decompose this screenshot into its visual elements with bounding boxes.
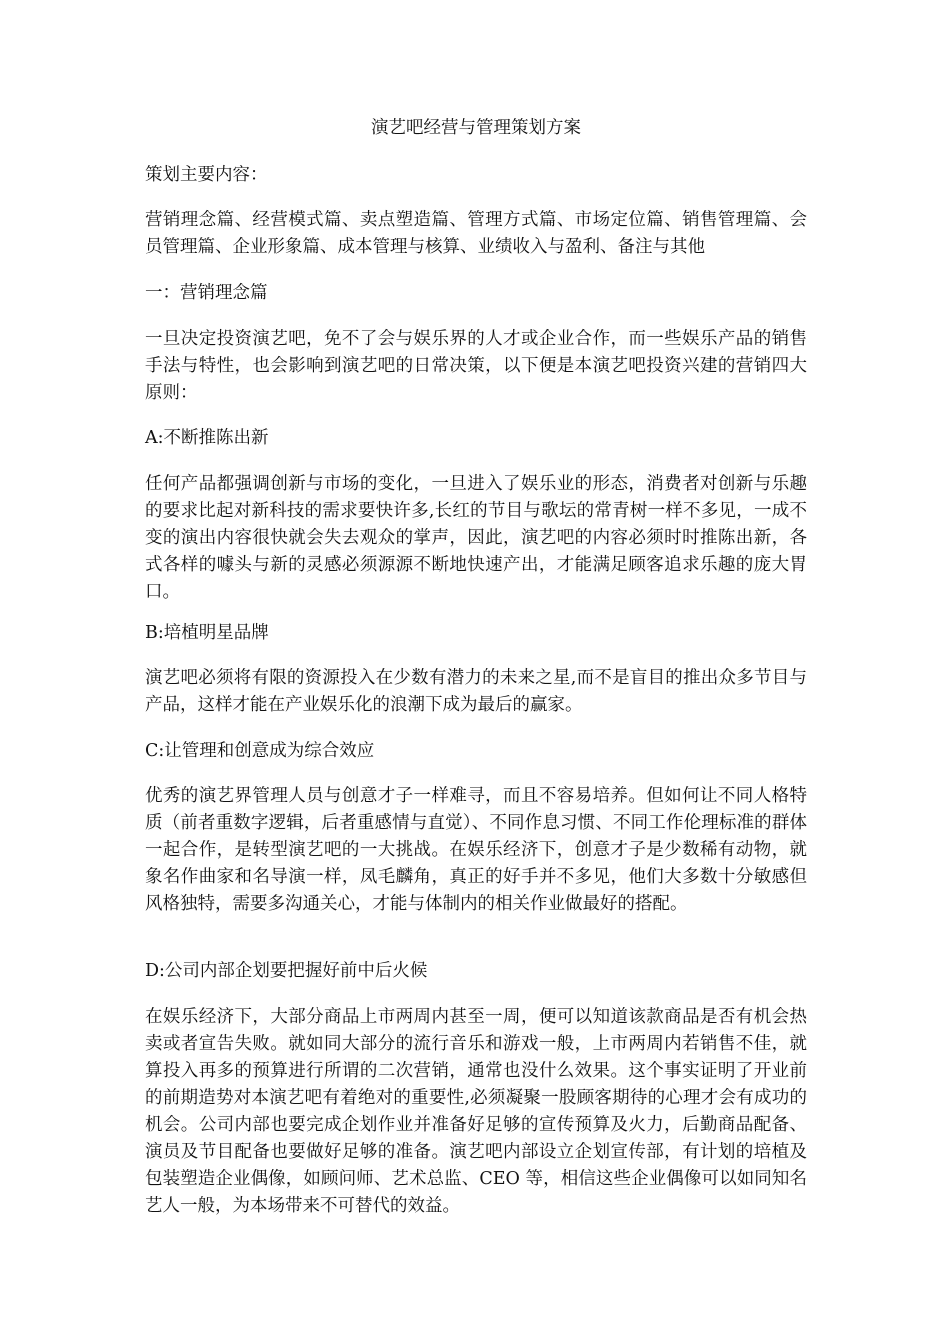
section-intro-paragraph: 一旦决定投资演艺吧，免不了会与娱乐界的人才或企业合作，而一些娱乐产品的销售手法与特性，也会影响到演艺吧的日常决策，以下便是本演艺吧投资兴建的营销四大原则： xyxy=(145,329,807,403)
principle-c-paragraph: 优秀的演艺界管理人员与创意才子一样难寻，而且不容易培养。但如何让不同人格特质（前者重数字逻辑，后者重感情与直觉）、不同作息习惯、不同工作伦理标准的群体一起合作，是转型演艺吧的一大挑战。在娱乐经济下，创意才子是少数稀有动物，就象名作曲家和名导演一样，凤毛麟角，真正的好手并不多见，他们大多数十分敏感但风格独特，需要多沟通关心，才能与体制内的相关作业做最好的搭配。 xyxy=(145,786,807,914)
intro-label: 策划主要内容： xyxy=(145,165,268,185)
principle-a-paragraph: 任何产品都强调创新与市场的变化，一旦进入了娱乐业的形态，消费者对创新与乐趣的要求比起对新科技的需求要快许多,长红的节目与歌坛的常青树一样不多见，一成不变的演出内容很快就会失去观众的掌声，因此，演艺吧的内容必须时时推陈出新，各式各样的噱头与新的灵感必须源源不断地快速产出，才能满足顾客追求乐趣的庞大胃口。 xyxy=(145,474,807,602)
principle-b-paragraph: 演艺吧必须将有限的资源投入在少数有潜力的未来之星,而不是盲目的推出众多节目与产品，这样才能在产业娱乐化的浪潮下成为最后的赢家。 xyxy=(145,668,807,715)
document-title: 演艺吧经营与管理策划方案 xyxy=(371,118,581,138)
principle-b-heading: B:培植明星品牌 xyxy=(145,623,269,643)
principle-d-heading: D:公司内部企划要把握好前中后火候 xyxy=(145,961,428,981)
principle-c-heading: C:让管理和创意成为综合效应 xyxy=(145,741,375,761)
principle-d-paragraph: 在娱乐经济下，大部分商品上市两周内甚至一周，便可以知道该款商品是否有机会热卖或者宣告失败。就如同大部分的流行音乐和游戏一般，上市两周内若销售不佳，就算投入再多的预算进行所谓的二次营销，通常也没什么效果。这个事实证明了开业前的前期造势对本演艺吧有着绝对的重要性,必须凝聚一股顾客期待的心理才会有成功的机会。公司内部也要完成企划作业并准备好足够的宣传预算及火力，后勤商品配备、演员及节目配备也要做好足够的准备。演艺吧内部设立企划宣传部，有计划的培植及包装塑造企业偶像，如顾问师、艺术总监、CEO 等，相信这些企业偶像可以如同知名艺人一般，为本场带来不可替代的效益。 xyxy=(145,1007,807,1216)
section-heading-marketing: 一：营销理念篇 xyxy=(145,283,268,303)
contents-list: 营销理念篇、经营模式篇、卖点塑造篇、管理方式篇、市场定位篇、销售管理篇、会员管理篇、企业形象篇、成本管理与核算、业绩收入与盈利、备注与其他 xyxy=(145,210,807,257)
principle-a-heading: A:不断推陈出新 xyxy=(145,428,269,448)
